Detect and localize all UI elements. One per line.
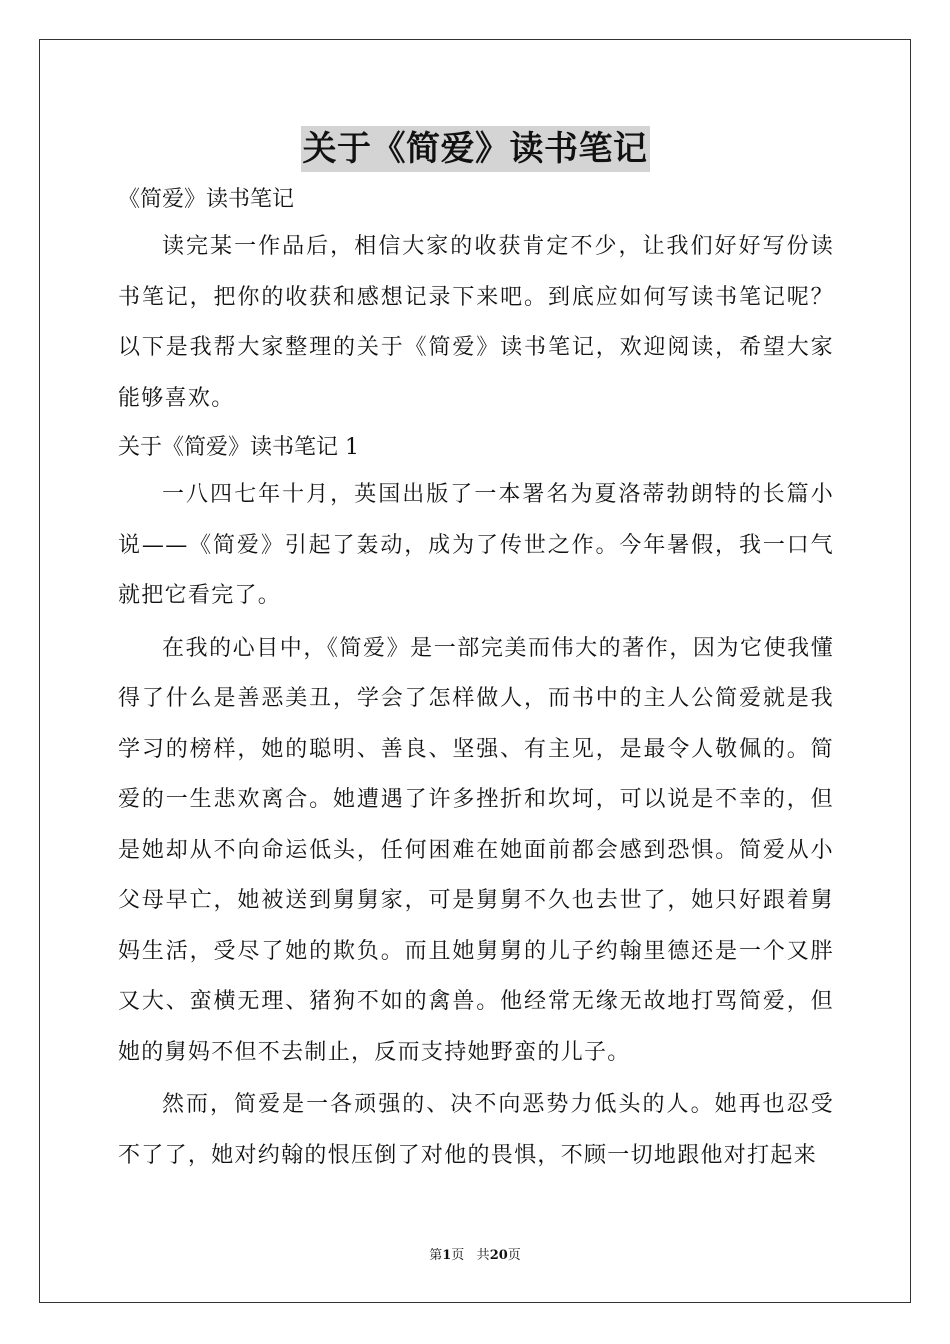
page-prefix: 第 [429, 1248, 443, 1263]
current-page-number: 1 [442, 1248, 452, 1263]
page-title: 关于《简爱》读书笔记 [301, 126, 650, 172]
document-body [118, 178, 834, 1183]
intro-paragraph: 读完某一作品后，相信大家的收获肯定不少，让我们好好写份读书笔记，把你的收获和感想记录下来吧。到底应如何写读书笔记呢？以下是我帮大家整理的关于《简爱》读书笔记，欢迎阅读，希望大家能够喜欢。 [118, 234, 834, 411]
total-page-count: 20 [489, 1248, 508, 1263]
page-footer [0, 1247, 950, 1265]
document-subtitle: 《简爱》读书笔记 [118, 187, 295, 212]
page-unit: 页 [451, 1248, 465, 1263]
total-prefix: 共 [476, 1248, 490, 1263]
total-unit: 页 [507, 1248, 521, 1263]
body-paragraph: 在我的心目中，《简爱》是一部完美而伟大的著作，因为它使我懂得了什么是善恶美丑，学会了怎样做人，而书中的主人公简爱就是我学习的榜样，她的聪明、善良、坚强、有主见，是最令人敬佩的。简爱的一生悲欢离合。她遭遇了许多挫折和坎坷，可以说是不幸的，但是她却从不向命运低头，任何困难在她面前都会感到恐惧。简爱从小父母早亡，她被送到舅舅家，可是舅舅不久也去世了，她只好跟着舅妈生活，受尽了她的欺负。而且她舅舅的儿子约翰里德还是一个又胖又大、蛮横无理、猪狗不如的禽兽。他经常无缘无故地打骂简爱，但她的舅妈不但不去制止，反而支持她野蛮的儿子。 [118, 635, 834, 1065]
body-paragraph: 一八四七年十月，英国出版了一本署名为夏洛蒂勃朗特的长篇小说——《简爱》引起了轰动，成为了传世之作。今年暑假，我一口气就把它看完了。 [118, 482, 834, 608]
title-container [0, 126, 950, 172]
section-heading: 关于《简爱》读书笔记 1 [118, 435, 359, 460]
body-paragraph: 然而，简爱是一各顽强的、决不向恶势力低头的人。她再也忍受不了了，她对约翰的恨压倒了对他的畏惧，不顾一切地跟他对打起来 [118, 1092, 834, 1168]
